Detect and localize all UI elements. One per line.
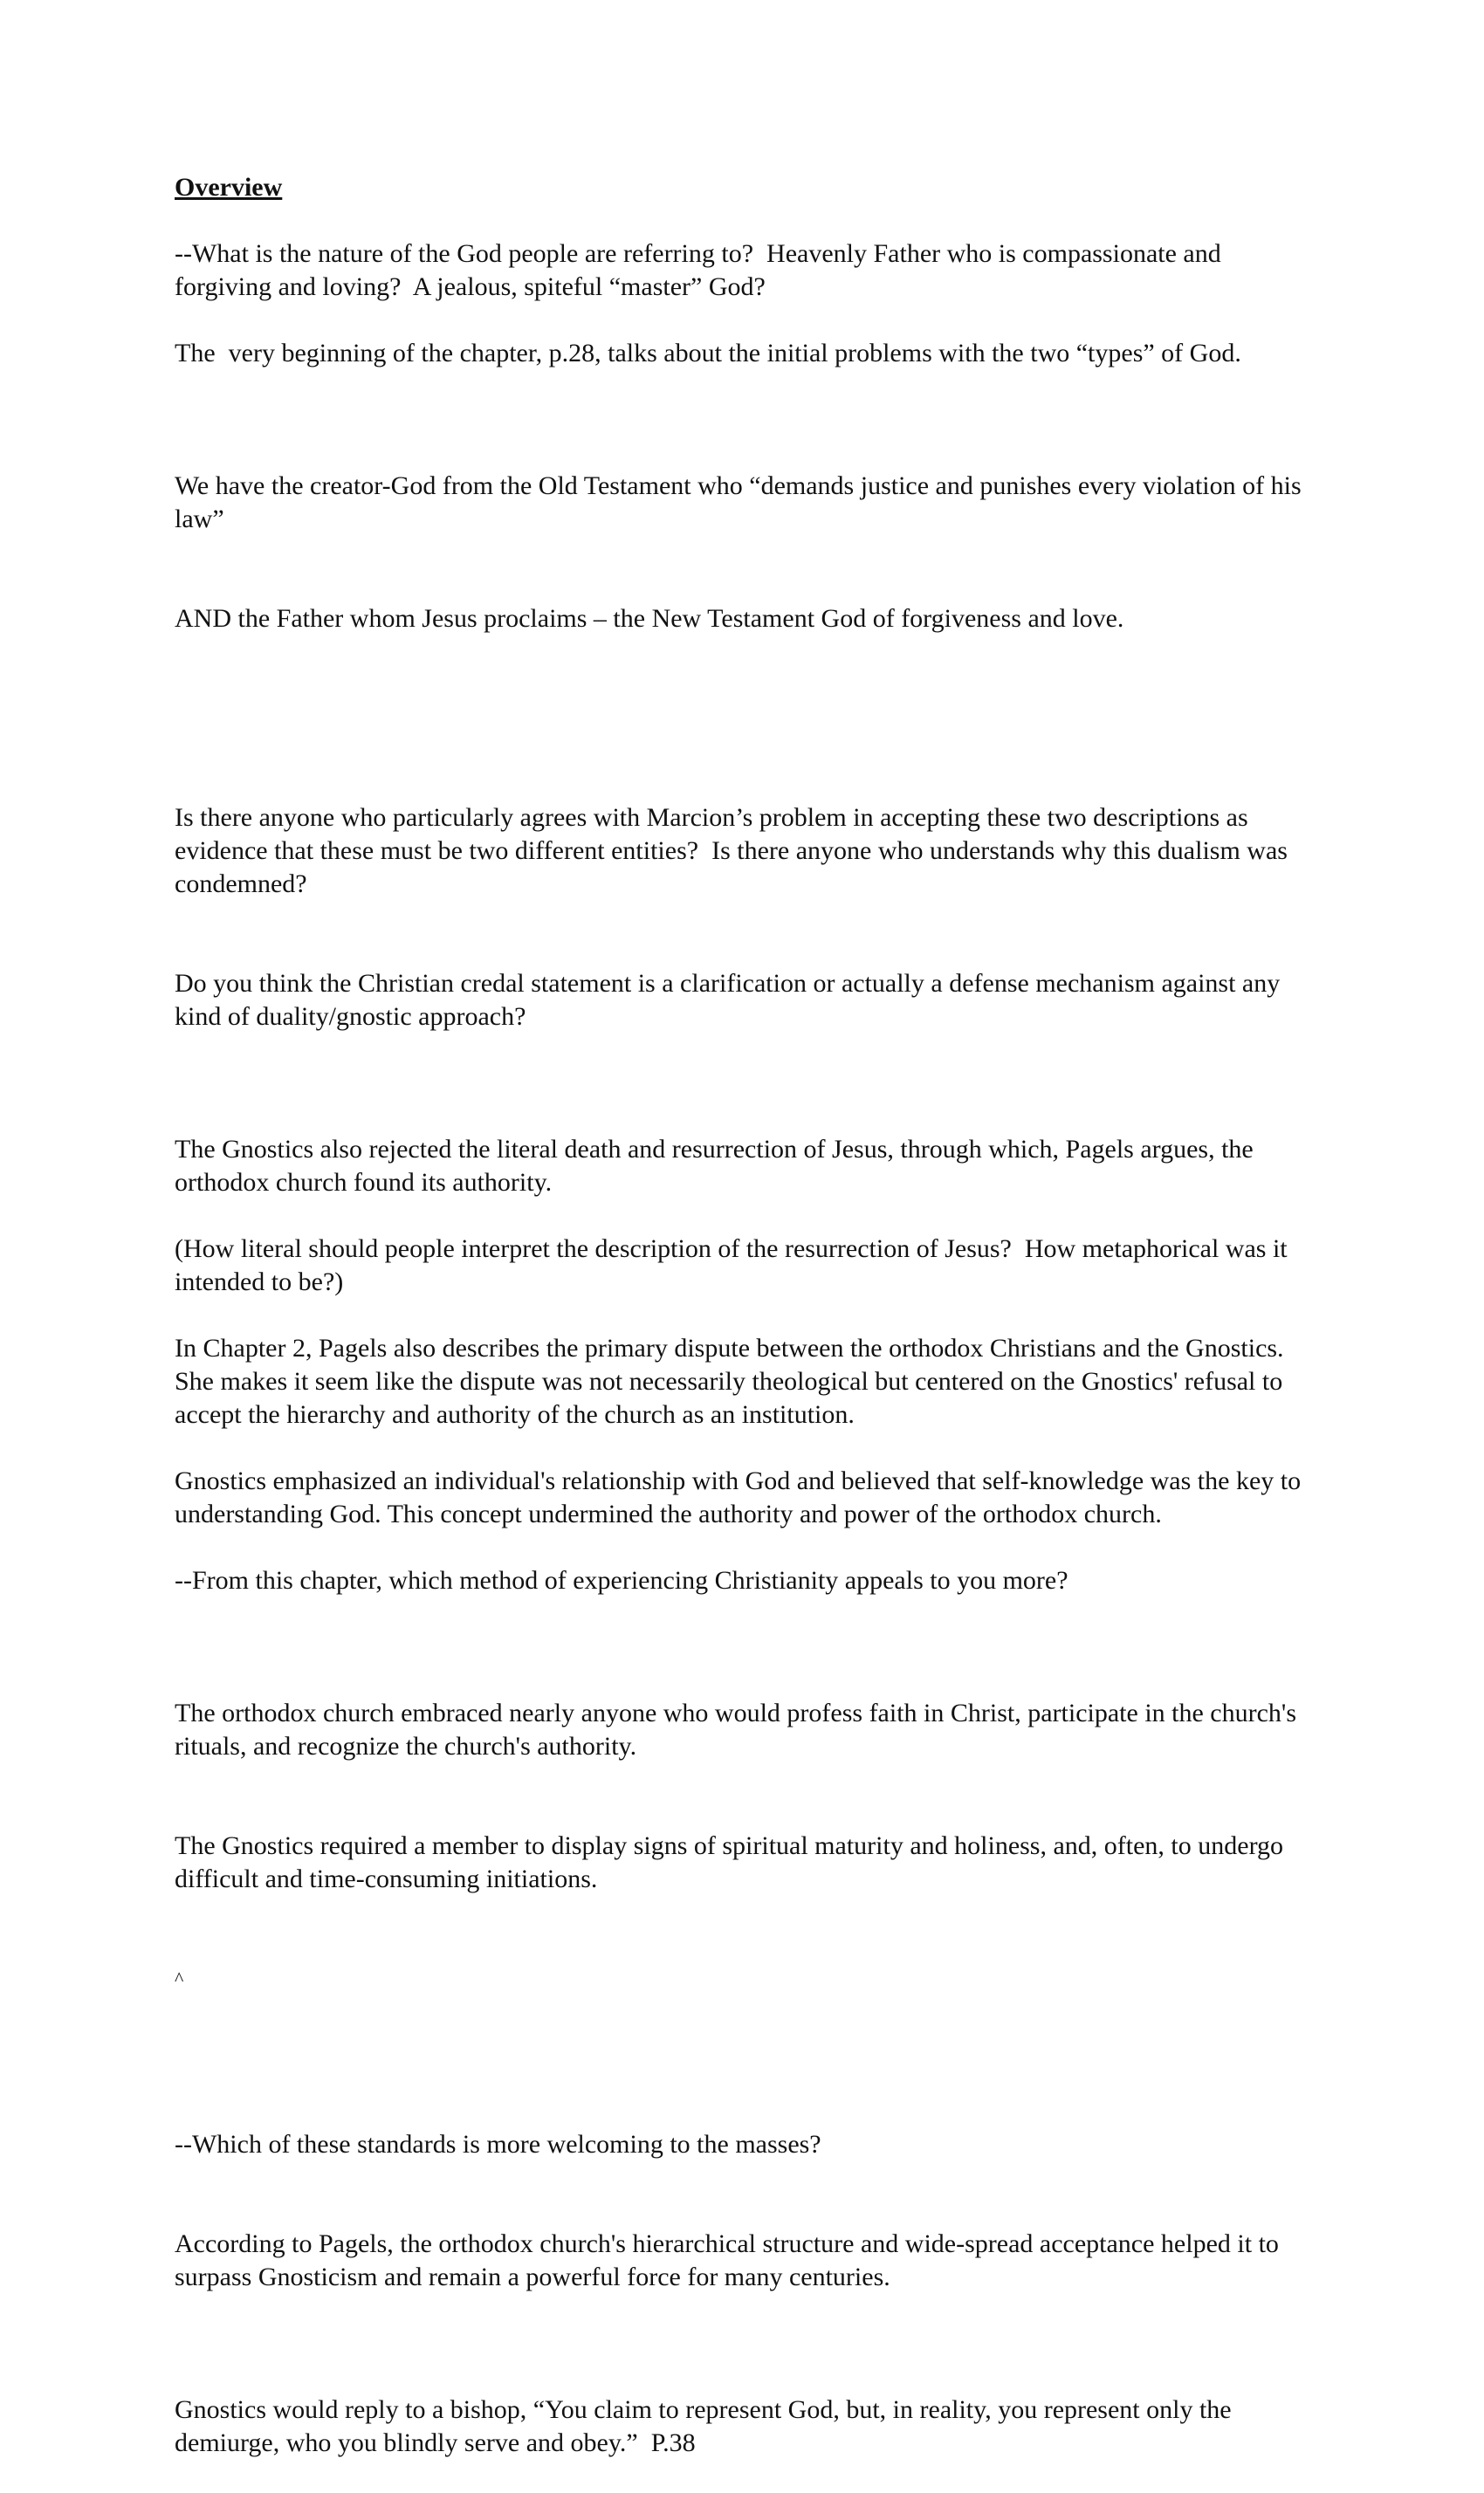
paragraph-resurrection: The Gnostics also rejected the literal death and resurrection of Jesus, through which, Pagels argues, the orthodox church found its authority. bbox=[175, 1135, 1261, 1197]
paragraph-membership bbox=[175, 1631, 1309, 2062]
section-heading: Overview bbox=[175, 173, 283, 202]
paragraph-line: The Gnostics required a member to display signs of spiritual maturity and holiness, and, often, to undergo difficult and time-consuming initiations. bbox=[175, 1831, 1290, 1893]
document-body bbox=[175, 171, 1309, 2493]
paragraph-chapter-beginning: The very beginning of the chapter, p.28, talks about the initial problems with the two “types” of God. bbox=[175, 339, 1241, 367]
paragraph-line: The orthodox church embraced nearly anyone who would profess faith in Christ, participate in the church's rituals, and recognize the church's authority. bbox=[175, 1699, 1303, 1761]
paragraph-line: Do you think the Christian credal statement is a clarification or actually a defense mechanism against any kind of duality/gnostic approach? bbox=[175, 969, 1287, 1031]
paragraph-primary-dispute: In Chapter 2, Pagels also describes the primary dispute between the orthodox Christians and the Gnostics. She makes it seem like the dispute was not necessarily theological but centered on the Gnostics' refusal to accept the hierarchy and authority of the church as an institution. bbox=[175, 1334, 1297, 1429]
paragraph-nature-of-god: --What is the nature of the God people are referring to? Heavenly Father who is compassionate and forgiving and loving? A jealous, spiteful “master” God? bbox=[175, 239, 1228, 301]
paragraph-marcion-questions bbox=[175, 735, 1309, 1100]
paragraph-line: According to Pagels, the orthodox church's hierarchical structure and wide-spread acceptance helped it to surpass Gnosticism and remain a powerful force for many centuries. bbox=[175, 2229, 1286, 2291]
paragraph-line: Is there anyone who particularly agrees with Marcion’s problem in accepting these two descriptions as evidence that these must be two different entities? Is there anyone who understands why this dualism was condemned? bbox=[175, 803, 1295, 898]
paragraph-line: --Which of these standards is more welcoming to the masses? bbox=[175, 2130, 821, 2159]
caret-mark: ^ bbox=[175, 1968, 184, 1989]
paragraph-welcoming bbox=[175, 2062, 1309, 2360]
paragraph-line: We have the creator-God from the Old Testament who “demands justice and punishes every violation of his law” bbox=[175, 471, 1309, 533]
paragraph-two-gods bbox=[175, 403, 1309, 702]
paragraph-line: AND the Father whom Jesus proclaims – the New Testament God of forgiveness and love. bbox=[175, 604, 1124, 633]
paragraph-self-knowledge: Gnostics emphasized an individual's relationship with God and believed that self-knowledge was the key to understanding God. This concept undermined the authority and power of the orthodox church. bbox=[175, 1466, 1308, 1528]
paragraph-literal-question: (How literal should people interpret the description of the resurrection of Jesus? How metaphorical was it intended to be?) bbox=[175, 1234, 1295, 1296]
paragraph-method-question: --From this chapter, which method of experiencing Christianity appeals to you more? bbox=[175, 1566, 1068, 1595]
paragraph-bishop-quote: Gnostics would reply to a bishop, “You claim to represent God, but, in reality, you represent only the demiurge, who you blindly serve and obey.” P.38 bbox=[175, 2395, 1239, 2457]
